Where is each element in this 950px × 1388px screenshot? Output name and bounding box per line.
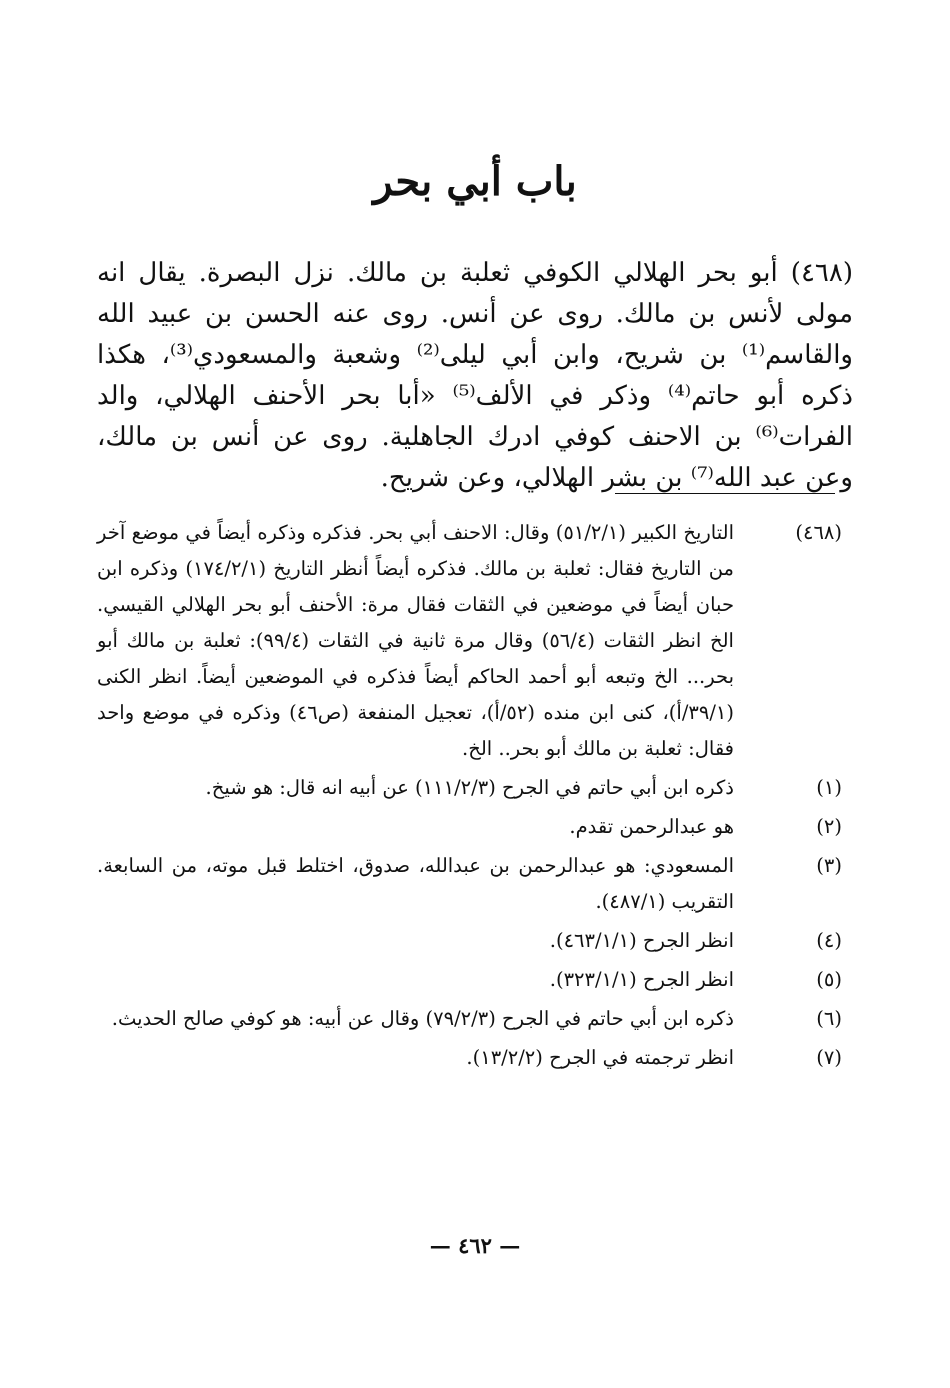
footnote-text: ذكره ابن أبي حاتم في الجرح (٧٩/٢/٣) وقال عن أبيه: هو كوفي صالح الحديث. xyxy=(111,1007,734,1030)
footnote-text: انظر الجرح (٤٦٣/١/١). xyxy=(549,929,734,952)
footnote-number: (٦) xyxy=(816,1007,842,1030)
footnote-separator xyxy=(615,493,835,494)
footnote xyxy=(97,1001,842,1037)
footnote-text: ذكره ابن أبي حاتم في الجرح (١١١/٢/٣) عن أبيه انه قال: هو شيخ. xyxy=(205,776,734,799)
footnote-number: (٣) xyxy=(816,854,842,877)
footnote-number: (٤٦٨) xyxy=(795,521,842,544)
footnotes xyxy=(97,515,842,1079)
footnote xyxy=(97,770,842,806)
footnote xyxy=(97,515,842,767)
footnote-number: (٤) xyxy=(816,929,842,952)
footnote-number: (٢) xyxy=(816,815,842,838)
footnote xyxy=(97,809,842,845)
footnote xyxy=(97,923,842,959)
entry-text: (٤٦٨) أبو بحر الهلالي الكوفي ثعلبة بن مالك. نزل البصرة. يقال انه مولى لأنس بن مالك. روى عن أنس. روى عنه الحسن بن عبيد الله والقاسم⁽¹⁾ بن شريح، وابن أبي ليلى⁽²⁾ وشعبة والمسعودي⁽³⁾، هكذا ذكره أبو حاتم⁽⁴⁾ وذكر في الألف⁽⁵⁾ «أبا بحر الأحنف الهلالي، والد الفرات⁽⁶⁾ بن الاحنف كوفي ادرك الجاهلية. روى عن أنس بن مالك، وعن عبد الله⁽⁷⁾ بن بشر الهلالي، وعن شريح. xyxy=(97,258,853,493)
footnote-number: (٧) xyxy=(816,1046,842,1069)
footnote xyxy=(97,848,842,920)
page-number: — ٤٦٢ — xyxy=(429,1233,521,1258)
footnote-text: المسعودي: هو عبدالرحمن بن عبدالله، صدوق، اختلط قبل موته، من السابعة. التقريب (٤٨٧/١). xyxy=(97,854,734,913)
footnote-text: انظر الجرح (٣٢٣/١/١). xyxy=(549,968,734,991)
footnote xyxy=(97,962,842,998)
footnote-number: (٥) xyxy=(816,968,842,991)
footnote xyxy=(97,1040,842,1076)
footnote-text: انظر ترجمته في الجرح (١٣/٢/٢). xyxy=(466,1046,734,1069)
chapter-heading: باب أبي بحر xyxy=(373,158,577,205)
footnote-number: (١) xyxy=(816,776,842,799)
footnote-text: هو عبدالرحمن تقدم. xyxy=(569,815,734,838)
main-entry xyxy=(97,253,853,499)
footnote-text: التاريخ الكبير (٥١/٢/١) وقال: الاحنف أبي بحر. فذكره وذكره أيضاً في موضع آخر من التاريخ فقال: ثعلبة بن مالك. فذكره أيضاً أنظر التاريخ (١٧٤/٢/١) وذكره ابن حبان أيضاً في موضعين في الثقات فقال مرة: الأحنف أبو بحر الهلالي القيسي. الخ انظر الثقات (٥٦/٤) وقال مرة ثانية في الثقات (٩٩/٤): ثعلبة بن مالك أبو بحر... الخ وتبعه أبو أحمد الحاكم أيضاً فذكره في الموضعين أيضاً. انظر الكنى (٣٩/١/أ)، كنى ابن منده (٥٢/أ)، تعجيل المنفعة (ص٤٦) وذكره في موضع واحد فقال: ثعلبة بن مالك أبو بحر.. الخ. xyxy=(97,521,735,760)
